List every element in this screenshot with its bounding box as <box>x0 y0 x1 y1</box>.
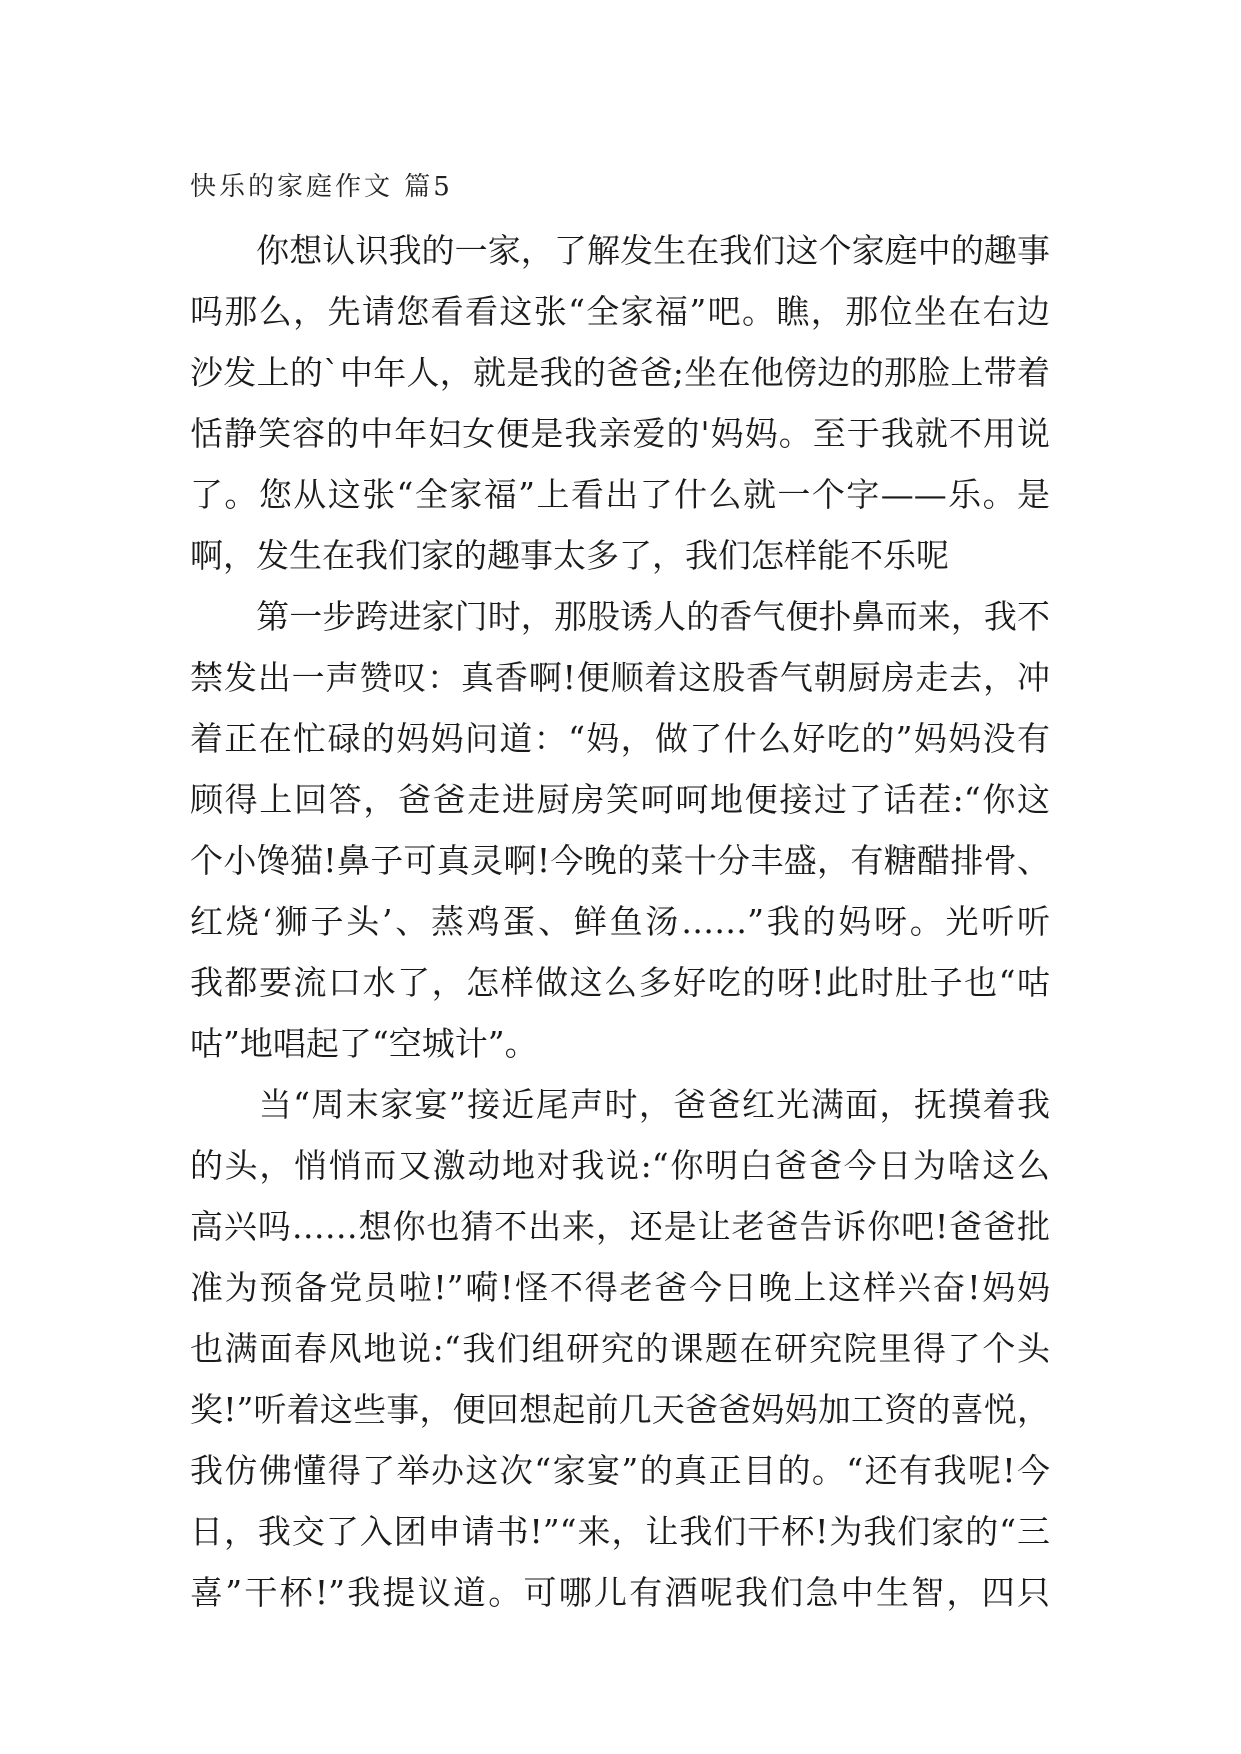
text-line: 了。您从这张“全家福”上看出了什么就一个字——乐。是 <box>190 475 1050 514</box>
text-line: 啊，发生在我们家的趣事太多了，我们怎样能不乐呢 <box>190 536 949 575</box>
document-body <box>190 220 1050 1623</box>
text-line: 顾得上回答，爸爸走进厨房笑呵呵地便接过了话茬:“你这 <box>190 780 1050 819</box>
text-line: 第一步跨进家门时，那股诱人的香气便扑鼻而来，我不 <box>190 597 1050 636</box>
text-line: 禁发出一声赞叹：真香啊!便顺着这股香气朝厨房走去，冲 <box>190 658 1050 697</box>
text-line: 当“周末家宴”接近尾声时，爸爸红光满面，抚摸着我 <box>190 1085 1050 1124</box>
text-line: 准为预备党员啦!”嗬!怪不得老爸今日晚上这样兴奋!妈妈 <box>190 1268 1050 1307</box>
text-line: 你想认识我的一家，了解发生在我们这个家庭中的趣事 <box>190 231 1050 270</box>
text-line: 我都要流口水了，怎样做这么多好吃的呀!此时肚子也“咕 <box>190 963 1050 1002</box>
text-line: 个小馋猫!鼻子可真灵啊!今晚的菜十分丰盛，有糖醋排骨、 <box>190 841 1050 880</box>
text-line: 也满面春风地说:“我们组研究的课题在研究院里得了个头 <box>190 1329 1050 1368</box>
document-title: 快乐的家庭作文 篇5 <box>190 172 453 202</box>
text-line: 的头，悄悄而又激动地对我说:“你明白爸爸今日为啥这么 <box>190 1146 1050 1185</box>
text-line: 日，我交了入团申请书!”“来，让我们干杯!为我们家的“三 <box>190 1512 1050 1551</box>
text-line: 吗那么，先请您看看这张“全家福”吧。瞧，那位坐在右边 <box>190 292 1050 331</box>
text-line: 我仿佛懂得了举办这次“家宴”的真正目的。“还有我呢!今 <box>190 1451 1050 1490</box>
text-line: 恬静笑容的中年妇女便是我亲爱的'妈妈。至于我就不用说 <box>190 414 1050 453</box>
text-line: 沙发上的`中年人，就是我的爸爸;坐在他傍边的那脸上带着 <box>190 353 1050 392</box>
text-line: 红烧‘狮子头’、蒸鸡蛋、鲜鱼汤……”我的妈呀。光听听 <box>190 902 1050 941</box>
text-line: 奖!”听着这些事，便回想起前几天爸爸妈妈加工资的喜悦， <box>190 1390 1050 1429</box>
text-line: 高兴吗……想你也猜不出来，还是让老爸告诉你吧!爸爸批 <box>190 1207 1050 1246</box>
text-line: 咕”地唱起了“空城计”。 <box>190 1024 538 1063</box>
text-line: 着正在忙碌的妈妈问道：“妈，做了什么好吃的”妈妈没有 <box>190 719 1050 758</box>
text-line: 喜”干杯!”我提议道。可哪儿有酒呢我们急中生智，四只 <box>190 1573 1050 1612</box>
